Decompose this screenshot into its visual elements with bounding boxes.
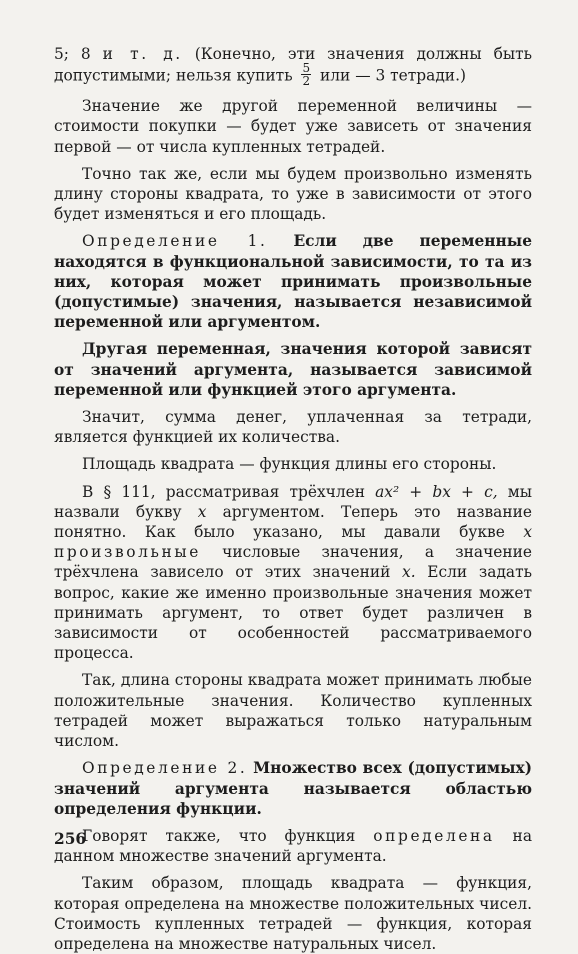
paragraph-continuation (54, 44, 532, 89)
definition-label: Определение 2. (82, 759, 248, 778)
text-run: 5; 8 (54, 45, 103, 63)
paragraph (54, 482, 532, 664)
text-run: Говорят также, что функция (82, 826, 374, 845)
math-variable: x. (402, 563, 416, 582)
paragraph: Площадь квадрата — функция длины его стороны. (82, 455, 497, 474)
math-variable: x (523, 523, 532, 542)
math-expression: ax² + bx + c, (375, 482, 498, 501)
fraction-numerator: 5 (302, 61, 311, 76)
spaced-text: определена (373, 826, 495, 845)
text-run: мы назвали букву (54, 482, 533, 521)
spaced-text: и т. д. (102, 45, 183, 63)
definition-2 (54, 758, 532, 819)
paragraph-bold: Другая переменная, значения которой зависят от значений аргумента, называется зависимой переменной или функцией этого аргумента. (54, 340, 532, 399)
text-run: В § 111, рассматривая трёхчлен (82, 482, 376, 501)
text-run: (Конечно, эти значения должны быть допустимыми; нельзя купить (54, 45, 532, 85)
text-run: числовые значения, а значение трёхчлена зависело от этих значений (54, 543, 532, 582)
paragraph: Таким образом, площадь квадрата — функция, которая определена на множестве положительных чисел. Стоимость купленных тетрадей — функция, которая определена на множестве натуральных чисел. (54, 874, 532, 953)
page-number: 256 (54, 830, 87, 848)
text-run: Если задать вопрос, какие же именно произвольные значения может принимать аргумент, то ответ будет различен в зависимости от особенностей рассматриваемого процесса. (54, 563, 532, 663)
paragraph: Значение же другой переменной величины — стоимости покупки — будет уже зависеть от значения первой — от числа купленных тетрадей. (54, 97, 532, 156)
text-run: на данном множестве значений аргумента. (54, 826, 532, 866)
paragraph: Значит, сумма денег, уплаченная за тетради, является функцией их количества. (54, 408, 532, 447)
math-variable: x (197, 502, 207, 521)
paragraph: Точно так же, если мы будем произвольно изменять длину стороны квадрата, то уже в зависимости от этого будет изменяться и его площадь. (54, 164, 532, 224)
fraction-denominator: 2 (302, 74, 311, 89)
paragraph (54, 826, 532, 866)
fraction (301, 62, 311, 87)
paragraph: Так, длина стороны квадрата может принимать любые положительные значения. Количество купленных тетрадей может выражаться только натуральным числом. (54, 671, 532, 751)
text-run: или — 3 тетради.) (315, 66, 466, 85)
definition-text: Множество всех (допустимых) значений аргумента называется областью определения функции. (54, 759, 533, 818)
text-run: аргументом. Теперь это название понятно. Как было указано, мы давали букве (54, 502, 532, 542)
spaced-text: произвольные (54, 543, 201, 562)
definition-label: Определение 1. (82, 232, 268, 251)
definition-text: Если две переменные находятся в функциональной зависимости, то та из них, которая может принимать произвольные (допустимые) значения, называется независимой переменной или аргументом. (54, 232, 532, 332)
definition-1 (54, 231, 532, 332)
